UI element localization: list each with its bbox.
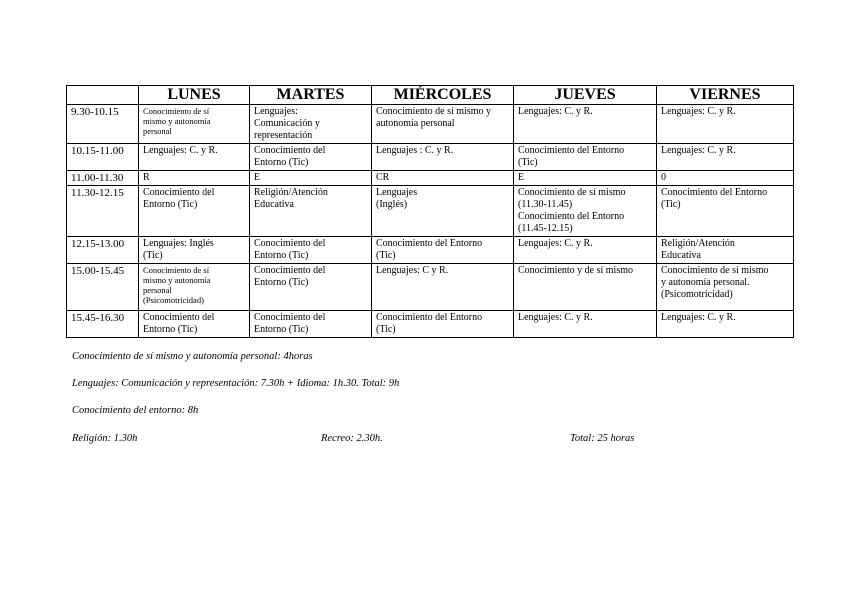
cell-text-line: E bbox=[254, 172, 261, 183]
schedule-cell bbox=[372, 264, 514, 311]
schedule-cell bbox=[372, 171, 514, 186]
schedule-row bbox=[67, 105, 794, 144]
time-slot-cell: 10.15-11.00 bbox=[67, 144, 139, 171]
cell-text-line: Lenguajes: C. y R. bbox=[143, 145, 218, 156]
cell-text-line: personal bbox=[143, 285, 172, 295]
schedule-cell bbox=[514, 237, 657, 264]
cell-text-line: R bbox=[143, 172, 150, 183]
cell-text-line: Lenguajes: C. y R. bbox=[518, 312, 593, 323]
note-religion: Religión: 1.30h bbox=[72, 433, 138, 444]
schedule-cell bbox=[139, 311, 250, 338]
weekly-schedule-table bbox=[66, 85, 794, 338]
schedule-cell bbox=[657, 144, 794, 171]
time-slot-cell: 11.00-11.30 bbox=[67, 171, 139, 186]
schedule-cell bbox=[372, 237, 514, 264]
cell-text-line: Lenguajes: C. y R. bbox=[518, 106, 593, 117]
cell-text-line: Religión/Atención bbox=[254, 187, 328, 198]
schedule-cell bbox=[514, 171, 657, 186]
cell-text-line: Lenguajes: Inglés bbox=[143, 238, 214, 249]
cell-text-line: Conocimiento del bbox=[254, 265, 326, 276]
cell-text-line: Conocimiento y de sí mismo bbox=[518, 265, 633, 276]
schedule-cell bbox=[250, 186, 372, 237]
cell-text-line: Conocimiento del bbox=[254, 238, 326, 249]
cell-text-line: Conocimiento del Entorno bbox=[518, 145, 625, 156]
cell-text-line: autonomía personal bbox=[376, 118, 455, 129]
cell-text-line: Conocimiento del bbox=[143, 187, 215, 198]
corner-cell bbox=[67, 86, 139, 105]
day-header-miercoles: MIÉRCOLES bbox=[372, 86, 514, 105]
schedule-cell bbox=[657, 264, 794, 311]
cell-text-line: Conocimiento de sí mismo bbox=[518, 187, 626, 198]
cell-text-line: Lenguajes: bbox=[254, 106, 298, 117]
schedule-cell bbox=[372, 311, 514, 338]
schedule-cell bbox=[657, 237, 794, 264]
schedule-cell bbox=[139, 105, 250, 144]
time-slot-cell: 11.30-12.15 bbox=[67, 186, 139, 237]
cell-text-line: Lenguajes: C y R. bbox=[376, 265, 449, 276]
cell-text-line: mismo y autonomía bbox=[143, 116, 211, 126]
day-header-jueves: JUEVES bbox=[514, 86, 657, 105]
cell-text-line: Religión/Atención bbox=[661, 238, 735, 249]
cell-text-line: personal bbox=[143, 126, 172, 136]
cell-text-line: Conocimiento del Entorno bbox=[661, 187, 768, 198]
cell-text-line: (Tic) bbox=[376, 250, 396, 261]
time-slot-cell: 12.15-13.00 bbox=[67, 237, 139, 264]
schedule-row bbox=[67, 311, 794, 338]
cell-text-line: Conocimiento del Entorno bbox=[376, 312, 483, 323]
schedule-cell bbox=[139, 186, 250, 237]
cell-text-line: (Psicomotricidad) bbox=[143, 295, 204, 305]
schedule-cell bbox=[657, 186, 794, 237]
schedule-cell bbox=[139, 264, 250, 311]
schedule-cell bbox=[514, 311, 657, 338]
cell-text-line: Educativa bbox=[661, 250, 701, 261]
schedule-cell bbox=[139, 144, 250, 171]
schedule-row bbox=[67, 171, 794, 186]
cell-text-line: Educativa bbox=[254, 199, 294, 210]
cell-text-line: Conocimiento de sí bbox=[143, 265, 210, 275]
cell-text-line: (Tic) bbox=[661, 199, 681, 210]
header-row bbox=[67, 86, 794, 105]
schedule-cell bbox=[372, 105, 514, 144]
schedule-cell bbox=[139, 237, 250, 264]
schedule-cell bbox=[657, 171, 794, 186]
schedule-body bbox=[67, 105, 794, 338]
cell-text-line: (11.30-11.45) bbox=[518, 199, 573, 210]
cell-text-line: Entorno (Tic) bbox=[143, 324, 198, 335]
schedule-cell bbox=[514, 186, 657, 237]
cell-text-line: (Tic) bbox=[518, 157, 538, 168]
cell-text-line: Conocimiento del Entorno bbox=[376, 238, 483, 249]
cell-text-line: y autonomía personal. bbox=[661, 277, 750, 288]
schedule-cell bbox=[139, 171, 250, 186]
schedule-cell bbox=[250, 171, 372, 186]
cell-text-line: CR bbox=[376, 172, 390, 183]
schedule-cell bbox=[514, 144, 657, 171]
schedule-row bbox=[67, 186, 794, 237]
note-conocimiento-entorno: Conocimiento del entorno: 8h bbox=[72, 405, 199, 416]
schedule-cell bbox=[250, 105, 372, 144]
day-header-martes: MARTES bbox=[250, 86, 372, 105]
cell-text-line: Conocimiento del bbox=[254, 312, 326, 323]
cell-text-line: Conocimiento de sí mismo y bbox=[376, 106, 491, 117]
note-lenguajes: Lenguajes: Comunicación y representación: 7.30h + Idioma: 1h.30. Total: 9h bbox=[72, 378, 400, 389]
cell-text-line: Lenguajes: C. y R. bbox=[518, 238, 593, 249]
cell-text-line: Lenguajes : C. y R. bbox=[376, 145, 454, 156]
note-recreo: Recreo: 2.30h. bbox=[321, 433, 383, 444]
time-slot-cell: 15.00-15.45 bbox=[67, 264, 139, 311]
schedule-cell bbox=[250, 264, 372, 311]
day-header-viernes: VIERNES bbox=[657, 86, 794, 105]
schedule-row bbox=[67, 264, 794, 311]
time-slot-cell: 9.30-10.15 bbox=[67, 105, 139, 144]
cell-text-line: representación bbox=[254, 130, 313, 141]
schedule-cell bbox=[514, 264, 657, 311]
cell-text-line: (Tic) bbox=[143, 250, 163, 261]
cell-text-line: Entorno (Tic) bbox=[254, 324, 309, 335]
note-total: Total: 25 horas bbox=[570, 433, 635, 444]
cell-text-line: Comunicación y bbox=[254, 118, 320, 129]
cell-text-line: Conocimiento de sí bbox=[143, 106, 210, 116]
schedule-cell bbox=[250, 311, 372, 338]
schedule-cell bbox=[372, 144, 514, 171]
cell-text-line: Conocimiento del bbox=[254, 145, 326, 156]
cell-text-line: Conocimiento del bbox=[143, 312, 215, 323]
cell-text-line: Conocimiento del Entorno bbox=[518, 211, 625, 222]
cell-text-line: 0 bbox=[661, 172, 666, 183]
cell-text-line: (Tic) bbox=[376, 324, 396, 335]
schedule-row bbox=[67, 144, 794, 171]
cell-text-line: mismo y autonomía bbox=[143, 275, 211, 285]
schedule-cell bbox=[514, 105, 657, 144]
schedule-cell bbox=[250, 144, 372, 171]
cell-text-line: Entorno (Tic) bbox=[254, 277, 309, 288]
cell-text-line: Entorno (Tic) bbox=[254, 157, 309, 168]
cell-text-line: Entorno (Tic) bbox=[254, 250, 309, 261]
schedule-cell bbox=[372, 186, 514, 237]
cell-text-line: Conocimiento de sí mismo bbox=[661, 265, 769, 276]
note-conocimiento-si-mismo: Conocimiento de sí mismo y autonomía personal: 4horas bbox=[72, 351, 313, 362]
cell-text-line: (Inglés) bbox=[376, 199, 408, 210]
cell-text-line: Lenguajes: C. y R. bbox=[661, 106, 736, 117]
schedule-cell bbox=[657, 311, 794, 338]
schedule-cell bbox=[657, 105, 794, 144]
schedule-row bbox=[67, 237, 794, 264]
day-header-lunes: LUNES bbox=[139, 86, 250, 105]
cell-text-line: Lenguajes: C. y R. bbox=[661, 312, 736, 323]
cell-text-line: (Psicomotricidad) bbox=[661, 289, 733, 300]
cell-text-line: Lenguajes bbox=[376, 187, 418, 198]
cell-text-line: Entorno (Tic) bbox=[143, 199, 198, 210]
cell-text-line: E bbox=[518, 172, 525, 183]
cell-text-line: (11.45-12.15) bbox=[518, 223, 573, 234]
cell-text-line: Lenguajes: C. y R. bbox=[661, 145, 736, 156]
time-slot-cell: 15.45-16.30 bbox=[67, 311, 139, 338]
schedule-cell bbox=[250, 237, 372, 264]
